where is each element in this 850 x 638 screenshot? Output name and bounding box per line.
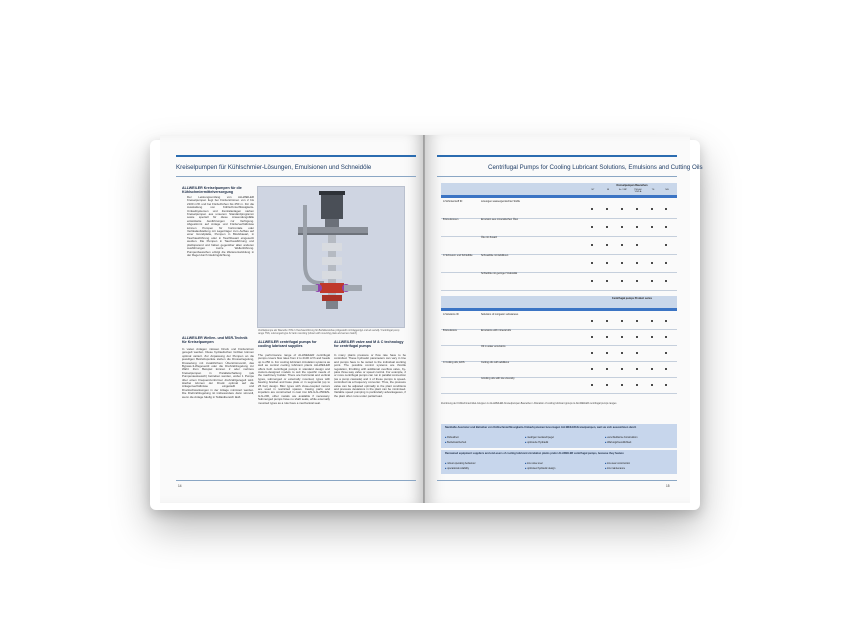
table-row [441, 361, 677, 378]
suitability-dot [651, 208, 653, 210]
table-en-row-label: A Solutions ID [443, 313, 459, 316]
table-row [441, 313, 677, 330]
table-row [441, 200, 677, 219]
info-box-en-item: ■ low noise level [525, 462, 543, 465]
suitability-dot [636, 244, 638, 246]
suitability-dot [591, 320, 593, 322]
suitability-dot [665, 320, 667, 322]
table-row [441, 272, 677, 291]
left-top-bar [176, 155, 416, 157]
table-row [441, 236, 677, 255]
left-title-rule [176, 176, 416, 177]
table-de-row-text: Emulsion aus mineralischen Ölen [481, 218, 519, 221]
suitability-dot [665, 208, 667, 210]
info-box-de-item: ■ verschleißarme Konstruktion [605, 436, 637, 439]
table-row [441, 345, 677, 362]
info-box-de-item: ■ Wartungsfreundlichkeit [605, 441, 631, 444]
suitability-dot [606, 280, 608, 282]
suitability-dot [621, 262, 623, 264]
suitability-dot [606, 320, 608, 322]
suitability-dot [636, 384, 638, 386]
suitability-dot [665, 262, 667, 264]
vertical-pump-illustration [258, 187, 404, 327]
suitability-dot [591, 336, 593, 338]
suitability-dot [591, 352, 593, 354]
suitability-dot [651, 384, 653, 386]
suitability-dot [636, 368, 638, 370]
table-row [441, 218, 677, 237]
table-column-header: TS [651, 189, 655, 191]
suitability-dot [606, 208, 608, 210]
suitability-dot [636, 280, 638, 282]
suitability-dot [636, 352, 638, 354]
section4-heading: ALLWEILER valve and M & C technology for centrifugal pumps [334, 340, 404, 349]
right-running-title: Centrifugal Pumps for Cooling Lubricant Solutions, Emulsions and Cutting Oils [488, 164, 703, 171]
left-page-number: 14 [178, 484, 182, 488]
info-box-de [441, 424, 677, 448]
info-box-en-item: ■ optimised hydraulic design [525, 467, 555, 470]
suitability-dot [651, 280, 653, 282]
suitability-dot [606, 336, 608, 338]
table-notes: Zuordnung der Kühlschmiermittel-Gruppen zu ALLWEILER-Kreiselpumpen-Baureihen / Allocation of cooling lubricant groups to ALLWEILER centrifugal pumps ranges [441, 402, 617, 405]
info-box-de-title: Namhafte Ausrüster und Betreiber von Kühlschmierflüssigkeits-Umlaufsystemen bevorzugen ALLWEILER-Kreiselpumpen, weil sie sich auszeichnen durch [445, 426, 637, 429]
suitability-dot [621, 244, 623, 246]
left-running-title: Kreiselpumpen für Kühlschmier-Lösungen, Emulsionen und Schneidöle [176, 164, 372, 171]
suitability-dot [665, 352, 667, 354]
table-de-group-header: Kreiselpumpen Baureihen [616, 184, 648, 187]
table-row [441, 254, 677, 273]
suitability-dot [636, 262, 638, 264]
suitability-dot [665, 280, 667, 282]
suitability-dot [606, 262, 608, 264]
suitability-dot [636, 320, 638, 322]
suitability-dot [591, 384, 593, 386]
section4-body: In many plants pressure or flow rate have to be controlled. These hydraulic parameters can vary in line and pumps have to be suited to the individual working point. The possible control systems are throttle regulation, throttling with additional overflow valve, by-pass three-way valve or speed control. For example, 2 or more centrifugal pumps can run in parallel connection (as a pump cascade) and 1 of these pumps is speed-controlled via a frequency converter. Thus, the pressure value can be adjusted optimally to the plant conditions and pressure deviations in the plant can be minimised. Variable speed pumping is particularly advantageous, if the plant often runs under partial load. [334, 354, 406, 398]
section2-body: In vielen Anlagen müssen Druck und Förderstrom geregelt werden. Diese hydraulischen Größen können optimal variiert. Zur Anpassung der Pumpen an die jeweiligen Betriebspunkte stehen die Drosselregelung, Drosselung mit zusätzlichem Überströmventil, das Bypass-3-Wegeventil oder die Drehzahlregelung zur Wahl. Zum Beispiel können 2 oder mehrere Kreiselpumpen in Parallelschaltung (als Pumpenaustausch) betrieben werden, wobei 1 Pumpe über einen Frequenzumformer drehzahlgeregelt wird. Hierbei können der Druck optimal auf die Anlagenverhältnisse eingestellt und Druckschwankungen in der Anlage minimiert werden. Die Drehzahlregelung ist insbesondere dann sinnvoll, wenn die Anlage häufig in Teillastbereich läuft. [182, 348, 254, 399]
suitability-dot [665, 368, 667, 370]
table-en-row-text: Solutions of inorganic substances [481, 313, 519, 316]
figure-caption: Vertikalpumpe der Baureihe TNS in Tauchausführung für Behältereinbau (Abgestellt mit Flaggentyp und als seriell) / Centrifugal pump range TNS, submerged type for tank mounting (shown with mounting plate and access hatch) [258, 329, 400, 335]
right-page-number: 15 [666, 484, 670, 488]
table-column-header: NI [606, 189, 610, 191]
table-en-row-text: Oil in water emulsions [481, 345, 506, 348]
suitability-dot [651, 226, 653, 228]
suitability-dot [651, 336, 653, 338]
table-de-row-text: Öle mit Zusatz [481, 236, 498, 239]
table-column-header: NT [591, 189, 595, 191]
info-box-en-title: Renowned equipment suppliers and end-users of cooling lubricant circulation plants prefer ALLWEILER centrifugal pumps, because they feature [445, 452, 624, 455]
suitability-dot [651, 262, 653, 264]
suitability-dot [621, 226, 623, 228]
table-column-header: NN [665, 189, 669, 191]
section1-heading: ALLWEILER Kreiselpumpen für die Kühlschmiermittelversorgung [182, 186, 242, 195]
table-de-row-label: A Schmierstoff ID [443, 200, 463, 203]
right-title-rule [437, 176, 677, 177]
info-box-en-item: ■ low wear construction [605, 462, 630, 465]
suitability-dot [665, 244, 667, 246]
info-box-en-item: ■ low maintenance [605, 467, 625, 470]
table-de-row-text: Schleiföle mit geringer Viskosität [481, 272, 518, 275]
info-box-de-item: ■ Robustheit [445, 436, 459, 439]
table-en-row-text: Cutting oils with additives [481, 361, 510, 364]
suitability-dot [621, 352, 623, 354]
info-box-en [441, 450, 677, 474]
suitability-dot [651, 320, 653, 322]
table-de [441, 183, 677, 291]
table-en-row-label: B Emulsions [443, 329, 457, 332]
left-bottom-rule [176, 480, 416, 481]
suitability-dot [621, 368, 623, 370]
table-de-row-text: Lösungen wassergemischter Stoffe [481, 200, 521, 203]
suitability-dot [591, 280, 593, 282]
table-en-group-header: Centrifugal pumps Product series [611, 297, 653, 300]
suitability-dot [665, 384, 667, 386]
table-en-row-text: Emulsions with mineral oils [481, 329, 512, 332]
suitability-dot [621, 384, 623, 386]
suitability-dot [606, 384, 608, 386]
suitability-dot [621, 336, 623, 338]
suitability-dot [591, 368, 593, 370]
pump-figure [257, 186, 405, 328]
table-column-header: TNS-A / VNP-A [634, 189, 642, 193]
suitability-dot [665, 336, 667, 338]
suitability-dot [651, 368, 653, 370]
info-box-en-item: ■ robust operating behaviour [445, 462, 476, 465]
table-en-row-text: Grinding oils with low viscosity [481, 377, 515, 380]
info-box-de-item: ■ niedrigen Geräuschpegel [525, 436, 554, 439]
info-box-de-item: ■ optimierte Hydraulik [525, 441, 548, 444]
suitability-dot [621, 320, 623, 322]
suitability-dot [636, 226, 638, 228]
suitability-dot [665, 226, 667, 228]
suitability-dot [591, 262, 593, 264]
table-row [441, 329, 677, 346]
suitability-dot [591, 226, 593, 228]
right-bottom-rule [437, 480, 677, 481]
info-box-de-item: ■ Betriebssicherheit [445, 441, 466, 444]
section3-heading: ALLWEILER centrifugal pumps for cooling lubricant supplies [258, 340, 317, 349]
suitability-dot [636, 208, 638, 210]
table-column-header: A - VNP [619, 189, 627, 191]
suitability-dot [591, 208, 593, 210]
suitability-dot [591, 244, 593, 246]
info-box-en-item: ■ operational reliability [445, 467, 469, 470]
table-en [441, 296, 677, 396]
section2-heading: ALLWEILER Wellen- und MSR-Technik für Kreiselpumpen [182, 336, 248, 345]
suitability-dot [606, 226, 608, 228]
table-de-row-label: B Emulsionen [443, 218, 459, 221]
suitability-dot [606, 244, 608, 246]
suitability-dot [621, 280, 623, 282]
section3-body: The performance range of ALLWEILER centrifugal pumps covers flow rates from 2 to 2100 m³/h and heads up to 250 m. For cooling lubricant circulation systems as well as central cooling lubricant plants ALLWEILER offers both centrifugal pumps in standard design and custom-designed models to suit the specific needs of the machinery builder. There are horizontal and vertical types, submerged or externally mounted, types with bearing bracket and base plate or in segmental (up to 25 bar) design. Bloc types with close-coupled motors are used in restricted spaces. Casing parts and impellers are constructed in cast iron EN-GJL-250/EN-GJL-200, other metals are available if necessary. Submerged pumps have no shaft seals, while externally mounted types as a rule have a mechanical seal. [258, 354, 330, 405]
table-de-row-label: C Schneid-/ und Schleiföle [443, 254, 473, 257]
suitability-dot [606, 352, 608, 354]
right-top-bar [437, 155, 677, 157]
suitability-dot [621, 208, 623, 210]
section1-body: Der Leistungsumfang von ALLWEILER Kreiselpumpen liegt bei Förderströmen von 2 bis 2100 m³/h und bei Förderhöhen bis 250 m. Für die Ausstattung von Kühlschmierflüssigkeits-Umlaufsystemen und Zentralanlagen stehen Kreiselpumpen aus unserem Standardprogramm sowie speziell für diese Anwendungsfälle entwickelte Ausführungen zur Verfügung. Abgestimmt auf Anlage und Förderverhältnisse können Pumpen für horizontale oder Vertikalaufstellung mit Lagerträger zum Aufbau auf einer Grundplatte, Pumpen in Blockbauart, in Tauchausführung oder in Tauchbauart eingesetzt werden. Die Pumpen in Tauchausführung und platzsparend und haben gegenüber allen anderen Ausführungen kurze Wellenführung. Pumpenbaureihen erfolgt die Weiterentwicklung in der Regel durch Gleitringdichtung. [187, 196, 254, 257]
table-de-row-text: Schneidöle mit Additiven [481, 254, 509, 257]
suitability-dot [606, 368, 608, 370]
table-en-row-label: C Cutting oils, EOS [443, 361, 465, 364]
suitability-dot [636, 336, 638, 338]
table-row [441, 377, 677, 394]
